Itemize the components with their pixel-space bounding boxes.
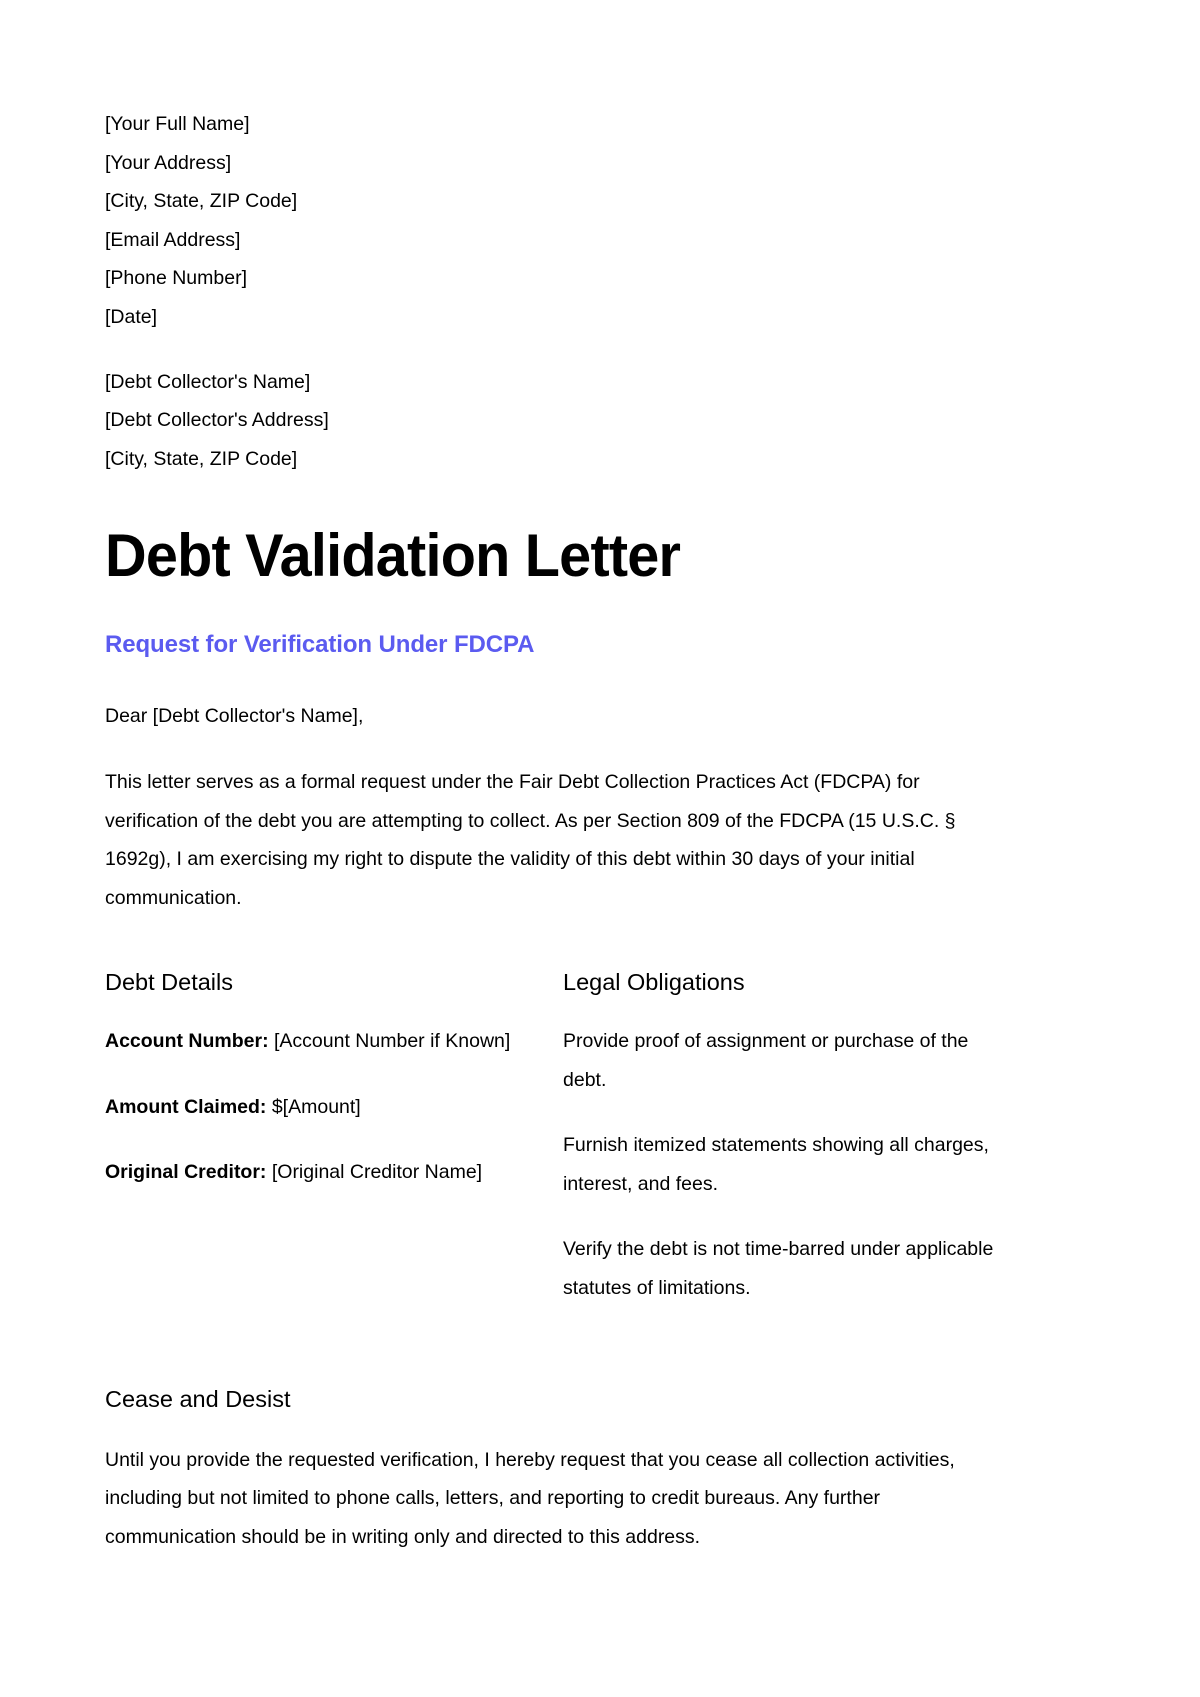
cease-and-desist-paragraph: Until you provide the requested verification, I hereby request that you cease all collection activities, including but not limited to phone calls, letters, and reporting to credit bureaus. Any further communication should be in writing only and directed to this address. <box>105 1448 955 1548</box>
recipient-address-line: [Debt Collector's Address] <box>105 409 329 432</box>
debt-detail-item <box>105 1088 563 1127</box>
page-title: Debt Validation Letter <box>105 522 681 590</box>
cease-and-desist-heading: Cease and Desist <box>105 1386 291 1413</box>
legal-obligation-item: Verify the debt is not time-barred under applicable statutes of limitations. <box>563 1238 994 1299</box>
recipient-address-block <box>105 363 1000 479</box>
intro-paragraph: This letter serves as a formal request under the Fair Debt Collection Practices Act (FDCPA) for verification of the debt you are attempting to collect. As per Section 809 of the FDCPA (15 U.S.C. § 1692g), I am exercising my right to dispute the validity of this debt within 30 days of your initial communication. <box>105 771 956 909</box>
debt-detail-item <box>105 1153 563 1192</box>
sender-address-block <box>105 105 1000 337</box>
sender-address-line: [City, State, ZIP Code] <box>105 190 298 213</box>
debt-detail-value: $[Amount] <box>266 1095 361 1118</box>
legal-obligations-heading: Legal Obligations <box>563 969 745 996</box>
legal-obligation-item: Provide proof of assignment or purchase of the debt. <box>563 1030 969 1091</box>
details-obligations-grid <box>105 968 1000 1307</box>
debt-details-heading: Debt Details <box>105 969 233 996</box>
recipient-address-line: [City, State, ZIP Code] <box>105 447 298 470</box>
legal-obligations-list <box>563 1022 1000 1307</box>
page-subtitle: Request for Verification Under FDCPA <box>105 631 535 659</box>
debt-detail-value: [Account Number if Known] <box>268 1030 511 1053</box>
debt-detail-item <box>105 1022 563 1061</box>
sender-address-line: [Phone Number] <box>105 267 247 290</box>
legal-obligations-column <box>563 968 1000 1307</box>
debt-detail-label: Original Creditor: <box>105 1161 267 1184</box>
debt-details-column <box>105 968 563 1307</box>
sender-address-line: [Date] <box>105 305 158 328</box>
sender-address-line: [Your Full Name] <box>105 113 250 135</box>
sender-address-line: [Email Address] <box>105 228 241 251</box>
recipient-address-line: [Debt Collector's Name] <box>105 370 311 393</box>
salutation: Dear [Debt Collector's Name], <box>105 705 364 728</box>
debt-details-list <box>105 1022 563 1192</box>
sender-address-line: [Your Address] <box>105 151 232 174</box>
legal-obligation-item: Furnish itemized statements showing all charges, interest, and fees. <box>563 1134 989 1195</box>
debt-detail-label: Amount Claimed: <box>105 1095 267 1118</box>
debt-detail-label: Account Number: <box>105 1030 269 1053</box>
debt-detail-value: [Original Creditor Name] <box>266 1161 483 1184</box>
